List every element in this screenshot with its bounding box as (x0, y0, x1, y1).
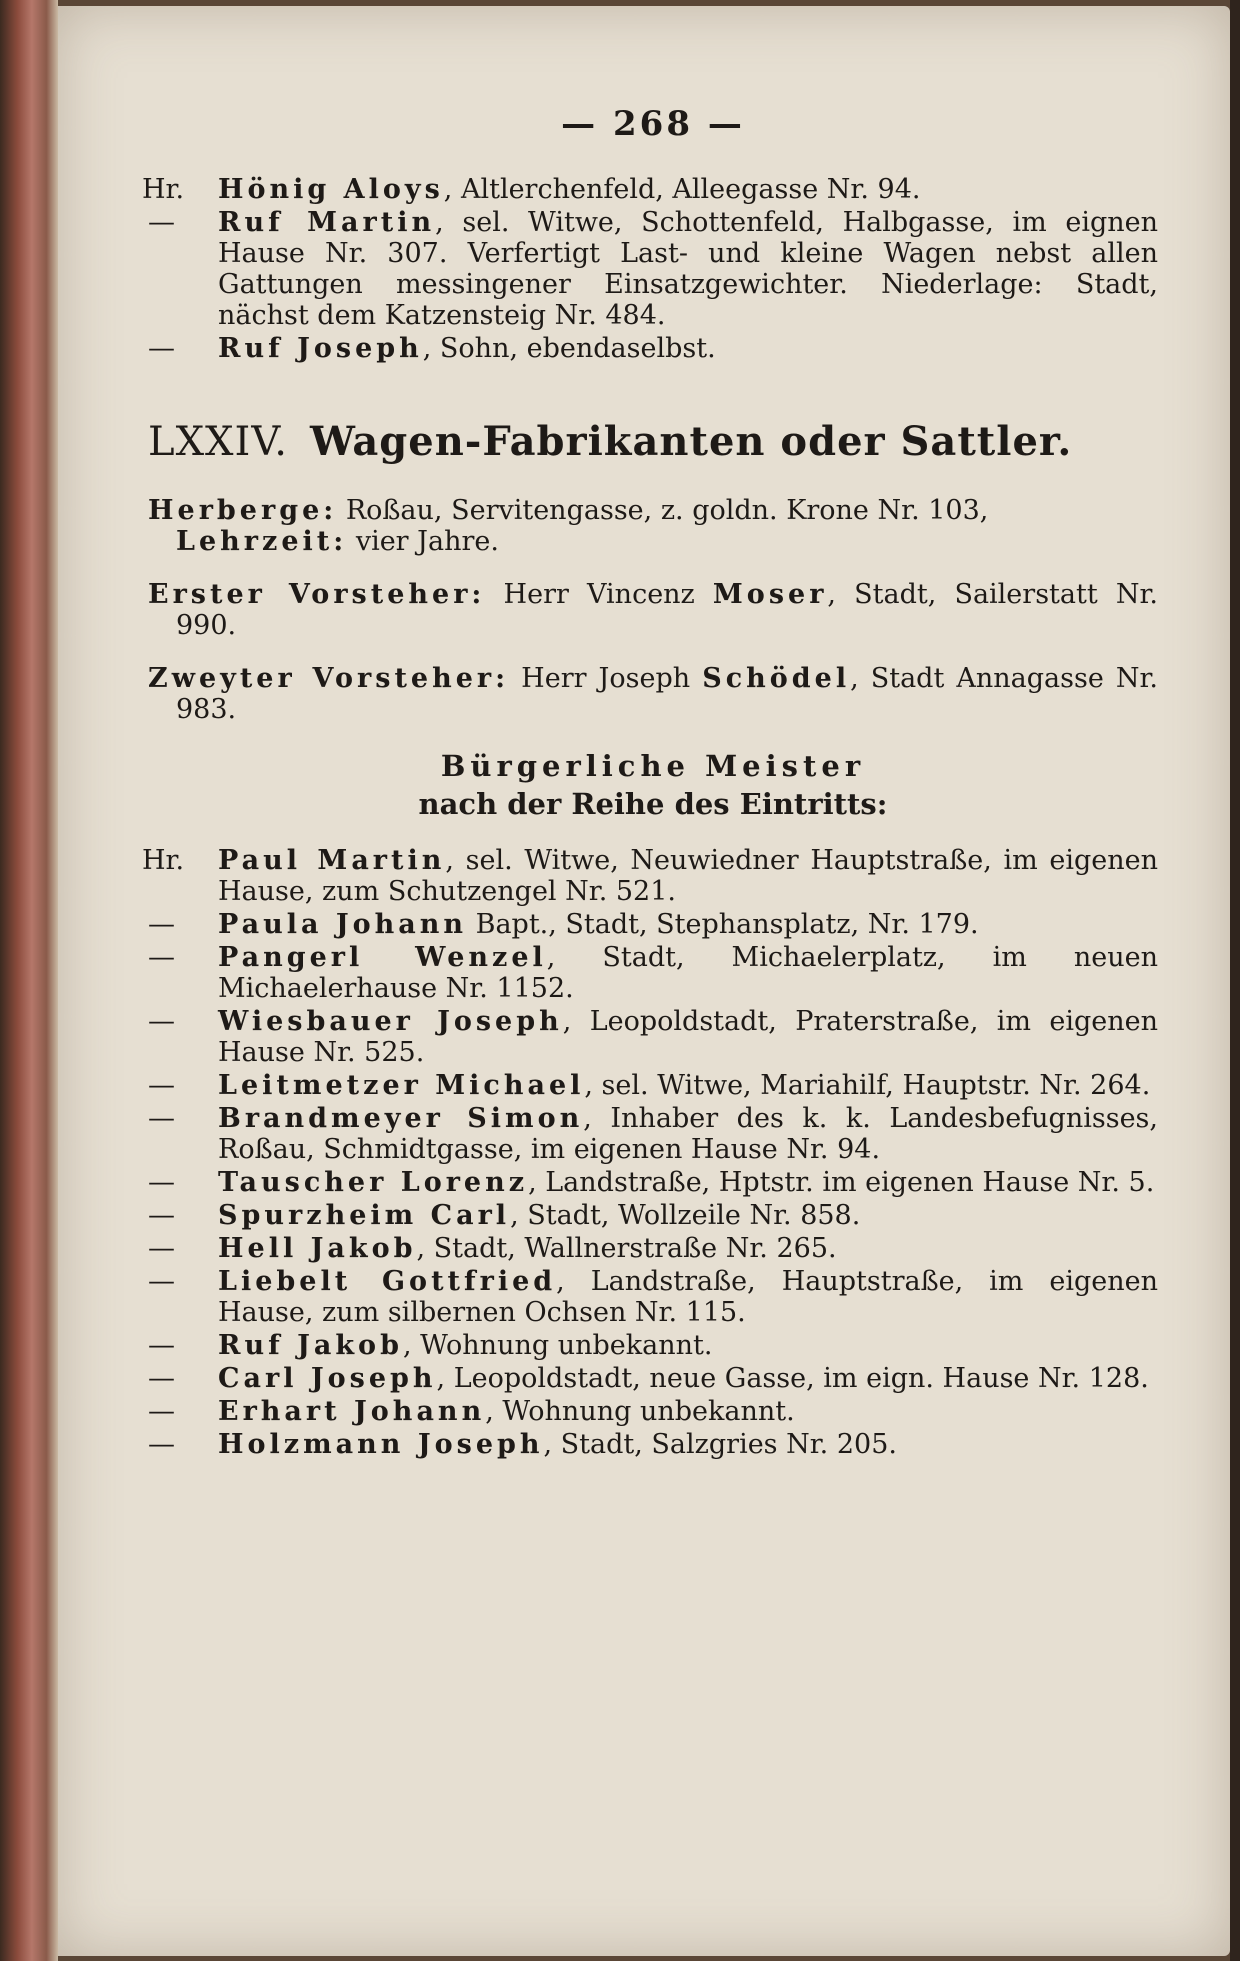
lehrzeit-text: vier Jahre. (347, 526, 499, 557)
entry-text: , Sohn, ebendaselbst. (422, 333, 716, 364)
entry-name: Paula Johann (218, 909, 468, 940)
masters-list (142, 845, 1159, 1460)
entry-lead: — (148, 1330, 175, 1361)
zweyter-vorsteher-text: Herr Joseph (509, 663, 703, 694)
entry-name: Carl Joseph (218, 1363, 437, 1394)
entry-name: Pangerl Wenzel (218, 942, 547, 973)
entry-text: , Stadt, Wallnerstraße Nr. 265. (416, 1233, 837, 1264)
list-item (148, 909, 1158, 940)
herberge-line (148, 495, 1158, 557)
entry-name: Brandmeyer Simon (218, 1103, 584, 1134)
list-item (148, 1233, 1158, 1264)
entry-text: , Stadt, Michaelerplatz, im neuen Michaelerhause Nr. 1152. (218, 942, 1159, 1004)
entry-text: , Leopoldstadt, Praterstraße, im eigenen Hause Nr. 525. (218, 1006, 1158, 1068)
entry-name: Hönig Aloys (218, 174, 444, 205)
page-content (142, 104, 1159, 1462)
entry-text: , sel. Witwe, Neuwiedner Hauptstraße, im eigenen Hause, zum Schutzengel Nr. 521. (218, 845, 1159, 907)
entry-text: , Stadt, Salzgries Nr. 205. (543, 1429, 897, 1460)
entry-name: Holzmann Joseph (218, 1429, 544, 1460)
erster-vorsteher-address: , Stadt, Sailerstatt Nr. 990. (176, 579, 1158, 641)
entry-name: Hell Jakob (218, 1233, 417, 1264)
entry-name: Spurzheim Carl (218, 1200, 511, 1231)
entry-text: Bapt., Stadt, Stephansplatz, Nr. 179. (467, 909, 979, 940)
entry-lead: Hr. (142, 174, 185, 205)
list-item (142, 845, 1159, 907)
list-item (148, 1070, 1158, 1101)
list-item (148, 1330, 1158, 1361)
entry-lead: — (148, 1233, 175, 1264)
lehrzeit-label: Lehrzeit: (176, 526, 348, 557)
masters-heading (148, 747, 1158, 823)
entry-text: , Wohnung unbekannt. (485, 1396, 795, 1427)
herberge-label: Herberge: (148, 495, 338, 526)
entry-lead: — (148, 1200, 175, 1231)
entry-name: Ruf Jakob (218, 1330, 403, 1361)
top-entries (142, 174, 1158, 364)
entry-text: , Landstraße, Hptstr. im eigenen Hause Nr. 5. (528, 1167, 1155, 1198)
masters-heading-line1: Bürgerliche Meister (440, 749, 866, 783)
erster-vorsteher-text: Herr Vincenz (485, 579, 713, 610)
list-item (142, 174, 1158, 205)
entry-name: Ruf Martin (218, 207, 436, 238)
entry-name: Ruf Joseph (218, 333, 423, 364)
list-item (148, 1200, 1158, 1231)
entry-lead: Hr. (142, 845, 185, 876)
entry-text: , Inhaber des k. k. Landesbefugnisses, Roßau, Schmidtgasse, im eigenen Hause Nr. 94. (218, 1103, 1158, 1165)
erster-vorsteher-label: Erster Vorsteher: (148, 579, 486, 610)
entry-lead: — (148, 1396, 175, 1427)
entry-text: , Wohnung unbekannt. (402, 1330, 713, 1361)
section-title (148, 418, 1158, 465)
entry-lead: — (148, 333, 175, 364)
masters-heading-line2: nach der Reihe des Eintritts: (418, 787, 888, 821)
entry-name: Leitmetzer Michael (218, 1070, 585, 1101)
entry-lead: — (148, 1006, 175, 1037)
list-item (148, 1266, 1158, 1328)
entry-text: , Landstraße, Hauptstraße, im eigenen Hause, zum silbernen Ochsen Nr. 115. (218, 1266, 1158, 1328)
entry-text: , sel. Witwe, Mariahilf, Hauptstr. Nr. 264. (584, 1070, 1151, 1101)
list-item (148, 1396, 1158, 1427)
entry-name: Erhart Johann (218, 1396, 486, 1427)
entry-lead: — (148, 1103, 175, 1134)
entry-lead: — (148, 1070, 175, 1101)
erster-vorsteher (148, 579, 1158, 641)
list-item (148, 1363, 1158, 1394)
entry-name: Liebelt Gottfried (218, 1266, 557, 1297)
entry-lead: — (148, 942, 175, 973)
section-heading: Wagen-Fabrikanten oder Sattler. (309, 418, 1073, 465)
entry-text: , Altlerchenfeld, Alleegasse Nr. 94. (443, 174, 921, 205)
herberge-text: Roßau, Servitengasse, z. goldn. Krone Nr. 103, (337, 495, 989, 526)
entry-name: Paul Martin (218, 845, 446, 876)
entry-text: , Stadt, Wollzeile Nr. 858. (510, 1200, 861, 1231)
book-spine (0, 0, 58, 1961)
entry-lead: — (148, 1266, 175, 1297)
entry-name: Tauscher Lorenz (218, 1167, 529, 1198)
entry-lead: — (148, 207, 175, 238)
list-item (148, 333, 1158, 364)
page-number: — 268 — (561, 104, 745, 144)
list-item (148, 1167, 1158, 1198)
entry-lead: — (148, 1167, 175, 1198)
list-item (148, 207, 1158, 331)
list-item (148, 1429, 1158, 1460)
list-item (148, 942, 1158, 1004)
entry-name: Wiesbauer Joseph (218, 1006, 563, 1037)
entry-text: , sel. Witwe, Schottenfeld, Halbgasse, im eignen Hause Nr. 307. Verfertigt Last- und kleine Wagen nebst allen Gattungen messingener Einsatzgewichter. Niederlage: Stadt, nächst dem Katzensteig Nr. 484. (218, 207, 1158, 331)
entry-lead: — (148, 1363, 175, 1394)
entry-text: , Leopoldstadt, neue Gasse, im eign. Hause Nr. 128. (436, 1363, 1149, 1394)
erster-vorsteher-name: Moser (712, 579, 828, 610)
page-edge (1230, 0, 1240, 1961)
list-item (148, 1006, 1158, 1068)
zweyter-vorsteher (148, 663, 1158, 725)
entry-lead: — (148, 1429, 175, 1460)
entry-lead: — (148, 909, 175, 940)
list-item (148, 1103, 1158, 1165)
zweyter-vorsteher-label: Zweyter Vorsteher: (148, 663, 510, 694)
zweyter-vorsteher-address: , Stadt Annagasse Nr. 983. (176, 663, 1159, 725)
section-numeral: LXXIV. (148, 419, 288, 465)
zweyter-vorsteher-name: Schödel (702, 663, 851, 694)
